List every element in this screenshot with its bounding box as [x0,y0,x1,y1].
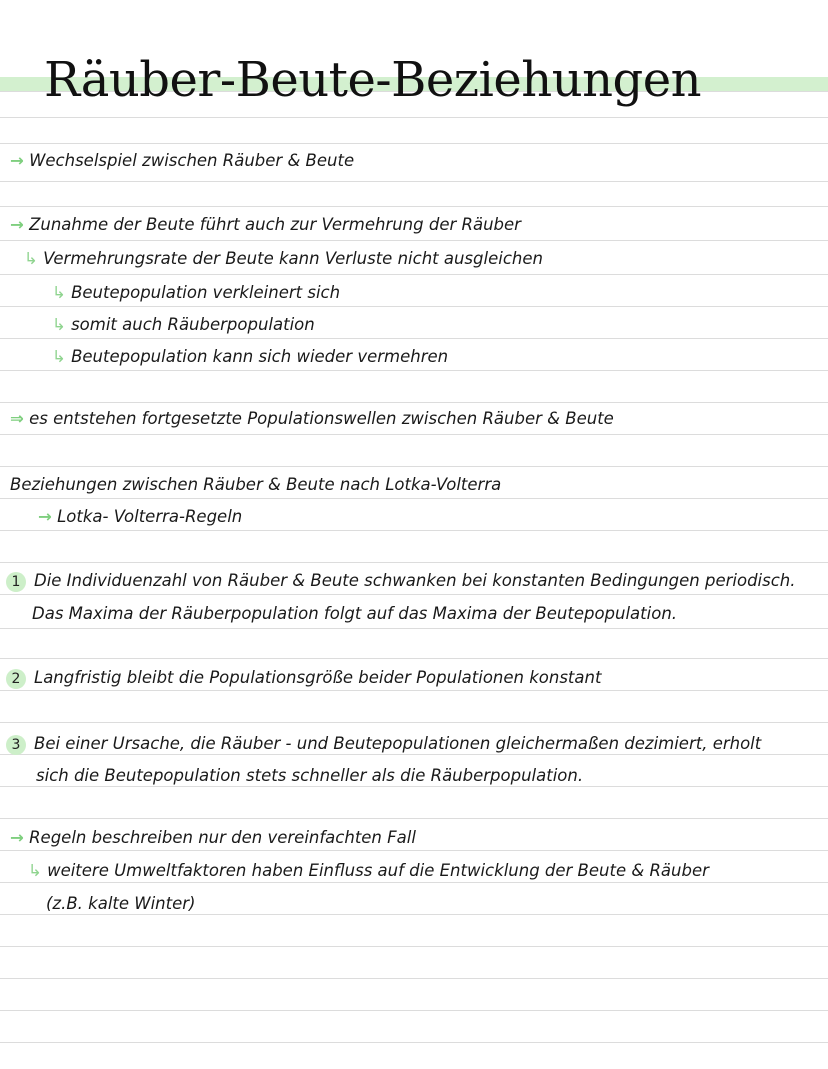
note-text: Wechselspiel zwischen Räuber & Beute [29,151,355,170]
ruled-line [0,466,828,467]
page-title: Räuber-Beute-Beziehungen [44,52,702,108]
ruled-line [0,882,828,883]
note-text: somit auch Räuberpopulation [71,315,315,334]
ruled-line [0,434,828,435]
ruled-line [0,530,828,531]
note-text: Langfristig bleibt die Populationsgröße beider Populationen konstant [34,668,602,687]
hook-arrow-icon: ↳ [52,347,66,366]
rule-item [6,733,761,755]
ruled-line [0,117,828,118]
note-text: sich die Beutepopulation stets schneller als die Räuberpopulation. [36,766,584,785]
rule-item [6,667,601,689]
note-line [32,603,677,625]
arrow-icon: → [10,828,24,847]
note-line [10,827,416,849]
ruled-line [0,1010,828,1011]
note-text: Das Maxima der Räuberpopulation folgt auf das Maxima der Beutepopulation. [32,604,678,623]
note-text: Lotka- Volterra-Regeln [57,507,243,526]
ruled-line [0,690,828,691]
arrow-icon: → [38,507,52,526]
ruled-line [0,722,828,723]
note-line [28,860,709,882]
ruled-line [0,1042,828,1043]
note-text: es entstehen fortgesetzte Populationswellen zwischen Räuber & Beute [29,409,614,428]
ruled-line [0,240,828,241]
ruled-line [0,628,828,629]
note-text: Bei einer Ursache, die Räuber - und Beutepopulationen gleichermaßen dezimiert, erholt [34,734,762,753]
note-text: Beutepopulation kann sich wieder vermehren [71,347,449,366]
ruled-line [0,206,828,207]
number-badge: 1 [6,572,26,592]
note-text: (z.B. kalte Winter) [46,894,196,913]
note-line [24,248,543,270]
ruled-line [0,274,828,275]
ruled-line [0,306,828,307]
note-line [46,893,195,915]
rule-item [6,570,796,592]
note-line [52,314,315,336]
note-text: Beutepopulation verkleinert sich [71,283,341,302]
ruled-line [0,370,828,371]
note-line [10,214,521,236]
hook-arrow-icon: ↳ [52,283,66,302]
hook-arrow-icon: ↳ [24,249,38,268]
ruled-line [0,850,828,851]
note-line [36,765,583,787]
arrow-icon: → [10,215,24,234]
number-badge: 2 [6,669,26,689]
note-line [52,282,340,304]
implies-arrow-icon: ⇒ [10,409,24,428]
ruled-line [0,498,828,499]
arrow-icon: → [10,151,24,170]
note-text: Regeln beschreiben nur den vereinfachten Fall [29,828,416,847]
ruled-line [0,562,828,563]
note-line [38,506,242,528]
hook-arrow-icon: ↳ [52,315,66,334]
note-text: Beziehungen zwischen Räuber & Beute nach Lotka-Volterra [10,475,502,494]
ruled-line [0,594,828,595]
note-text: weitere Umweltfaktoren haben Einfluss auf die Entwicklung der Beute & Räuber [47,861,709,880]
ruled-line [0,338,828,339]
note-line [10,408,614,430]
note-line [10,474,501,496]
note-line [52,346,448,368]
ruled-line [0,143,828,144]
note-text: Die Individuenzahl von Räuber & Beute schwanken bei konstanten Bedingungen periodisch. [34,571,796,590]
note-text: Zunahme der Beute führt auch zur Vermehrung der Räuber [29,215,521,234]
hook-arrow-icon: ↳ [28,861,42,880]
note-line [10,150,354,172]
ruled-line [0,658,828,659]
note-text: Vermehrungsrate der Beute kann Verluste nicht ausgleichen [43,249,543,268]
ruled-line [0,978,828,979]
ruled-line [0,402,828,403]
ruled-line [0,181,828,182]
number-badge: 3 [6,735,26,755]
ruled-line [0,946,828,947]
ruled-line [0,818,828,819]
